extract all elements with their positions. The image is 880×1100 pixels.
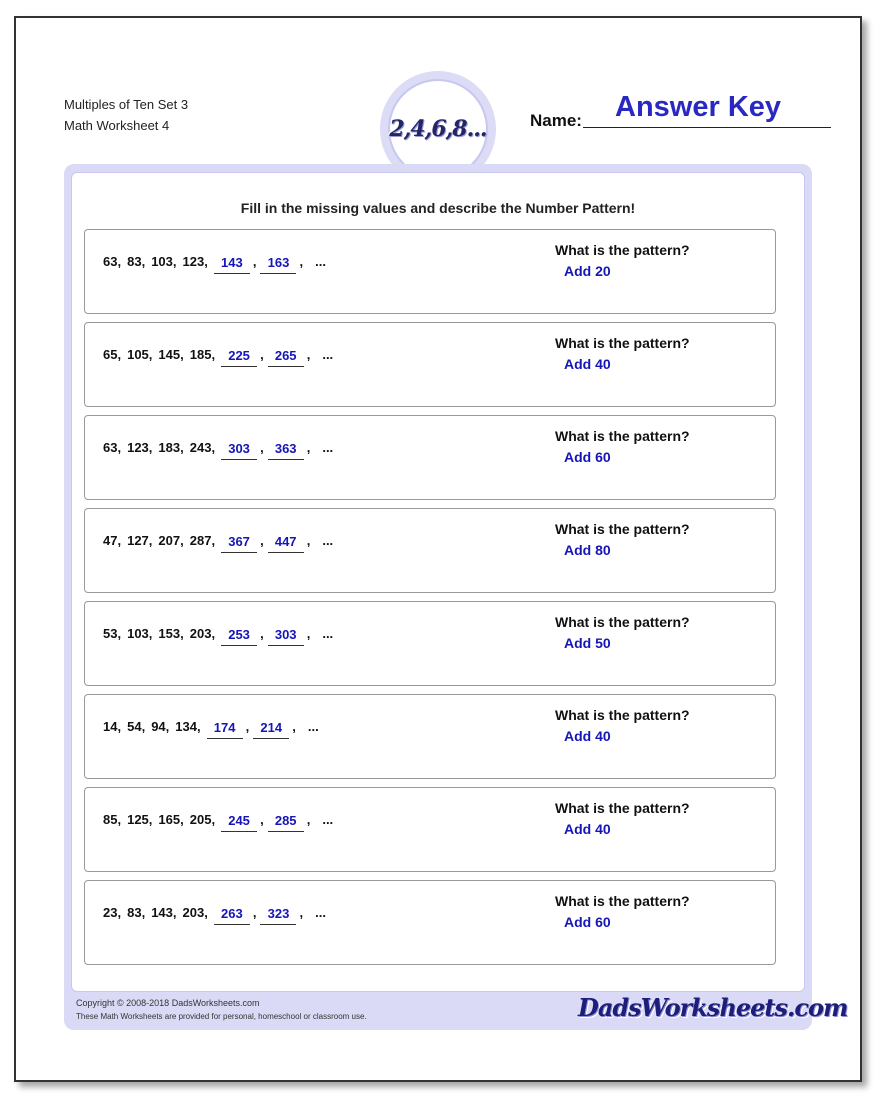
sequence-term: 53 [103,626,118,641]
sequence-comma: , [148,533,153,548]
sequence-comma: , [117,533,122,548]
sequence-comma: , [299,254,304,269]
sequence-comma: , [211,440,216,455]
sequence-term: 145 [158,347,181,362]
sequence-term: 47 [103,533,118,548]
pattern-answer: Add 40 [564,728,611,744]
sequence-term: 103 [127,626,149,641]
sequence-term: 63 [103,254,118,269]
sequence-comma: , [211,533,216,548]
sequence-term: 143 [151,905,173,920]
sequence-ellipsis: ... [315,254,326,269]
answer-blank: 323 [260,906,296,925]
sequence-term: 65 [103,347,118,362]
sequence-comma: , [141,254,146,269]
sequence-comma: , [306,347,311,362]
sequence-comma: , [306,533,311,548]
sequence-comma: , [180,533,184,548]
sequence-comma: , [211,347,216,362]
sequence-comma: , [260,440,264,455]
sequence-term: 105 [127,347,149,362]
sequence-comma: , [180,347,184,362]
answer-blank: 143 [214,255,250,274]
sequence-comma: , [252,905,257,920]
pattern-question: What is the pattern? [555,800,690,816]
answer-blank: 253 [221,627,257,646]
sequence-term: 14 [103,719,118,734]
problem-box [84,787,776,872]
sequence-ellipsis: ... [322,812,334,827]
sequence-term: 185 [189,347,212,362]
sequence-comma: , [306,812,311,827]
sequence-comma: , [299,905,304,920]
sequence-term: 23 [103,905,118,920]
worksheet-subtitle: Math Worksheet 4 [64,118,170,133]
name-label: Name: [530,111,582,130]
sequence-term: 207 [158,533,181,548]
sequence-comma: , [245,719,250,734]
sequence-comma: , [196,719,201,734]
answer-blank: 265 [268,348,304,367]
pattern-answer: Add 40 [564,821,611,837]
pattern-answer: Add 80 [564,542,611,558]
number-sequence [103,347,333,362]
sequence-comma: , [180,626,184,641]
answer-blank: 285 [268,813,304,832]
worksheet-title: Multiples of Ten Set 3 [64,97,189,112]
answer-blank: 367 [221,534,257,553]
sequence-term: 63 [103,440,118,455]
problem-box [84,415,776,500]
sequence-term: 134 [175,719,197,734]
answer-blank: 225 [221,348,257,367]
pattern-question: What is the pattern? [555,521,690,537]
answer-blank: 174 [207,720,243,739]
sequence-comma: , [260,626,264,641]
sequence-ellipsis: ... [307,719,319,734]
sequence-term: 123 [127,440,149,455]
answer-blank: 263 [214,906,250,925]
pattern-question: What is the pattern? [555,614,690,630]
pattern-question: What is the pattern? [555,335,690,351]
footer-note: These Math Worksheets are provided for personal, homeschool or classroom use. [76,1012,367,1021]
problem-box [84,322,776,407]
pattern-question: What is the pattern? [555,428,690,444]
sequence-comma: , [165,719,170,734]
sequence-comma: , [172,254,177,269]
sequence-comma: , [260,347,264,362]
sequence-comma: , [180,812,184,827]
sequence-ellipsis: ... [322,626,334,641]
instructions: Fill in the missing values and describe the Number Pattern! [240,200,636,216]
sequence-comma: , [141,905,146,920]
number-sequence [103,254,326,269]
answer-blank: 214 [253,720,289,739]
sequence-comma: , [117,812,122,827]
sequence-comma: , [117,347,122,362]
answer-blank: 363 [268,441,304,460]
sequence-comma: , [292,719,296,734]
pattern-answer: Add 40 [564,356,611,372]
sequence-comma: , [172,905,177,920]
sequence-term: 183 [158,440,181,455]
pattern-question: What is the pattern? [555,707,690,723]
footer-copyright: Copyright © 2008-2018 DadsWorksheets.com [76,998,260,1008]
sequence-term: 103 [151,254,173,269]
problem-box [84,694,776,779]
sequence-comma: , [117,719,122,734]
problem-box [84,229,776,314]
answer-blank: 163 [260,255,296,274]
number-sequence [103,719,319,734]
sequence-comma: , [211,812,216,827]
answer-blank: 303 [268,627,304,646]
sequence-comma: , [148,347,153,362]
sequence-term: 287 [189,533,212,548]
number-sequence [103,905,326,920]
problem-box [84,601,776,686]
sequence-comma: , [117,626,122,641]
sequence-ellipsis: ... [315,905,326,920]
sequence-comma: , [148,626,153,641]
sequence-term: 127 [127,533,149,548]
sequence-comma: , [306,626,311,641]
problem-box [84,880,776,965]
pattern-answer: Add 60 [564,449,611,465]
sequence-comma: , [252,254,257,269]
sequence-comma: , [260,812,264,827]
sequence-term: 83 [127,905,142,920]
sequence-term: 94 [151,719,166,734]
sequence-comma: , [117,440,122,455]
name-line [583,127,831,128]
pattern-answer: Add 60 [564,914,611,930]
sequence-ellipsis: ... [322,440,334,455]
sequence-term: 205 [189,812,212,827]
sequence-comma: , [117,905,122,920]
pattern-answer: Add 50 [564,635,611,651]
sequence-term: 83 [127,254,142,269]
sequence-comma: , [306,440,311,455]
pattern-answer: Add 20 [564,263,611,279]
sequence-term: 203 [189,626,212,641]
sequence-term: 54 [127,719,142,734]
sequence-term: 203 [182,905,205,920]
answer-blank: 245 [221,813,257,832]
sequence-ellipsis: ... [322,533,334,548]
number-sequence [103,812,333,827]
sequence-term: 85 [103,812,118,827]
sequence-comma: , [117,254,122,269]
answer-key-title: Answer Key [615,91,782,123]
answer-blank: 303 [221,441,257,460]
sequence-term: 125 [127,812,149,827]
pattern-question: What is the pattern? [555,893,690,909]
footer-logo: DadsWorksheets.com [578,993,848,1022]
sequence-comma: , [148,812,153,827]
sequence-comma: , [260,533,264,548]
sequence-ellipsis: ... [322,347,334,362]
sequence-comma: , [211,626,216,641]
sequence-comma: , [204,905,208,920]
pattern-question: What is the pattern? [555,242,690,258]
sequence-term: 165 [158,812,181,827]
number-sequence [103,533,333,548]
problem-box [84,508,776,593]
sequence-term: 243 [189,440,212,455]
number-sequence [103,440,333,455]
sequence-comma: , [204,254,208,269]
answer-blank: 447 [268,534,304,553]
sequence-term: 123 [182,254,205,269]
number-sequence [103,626,333,641]
sequence-comma: , [180,440,184,455]
sequence-comma: , [148,440,153,455]
emblem-text: 2,4,6,8... [389,116,487,142]
sequence-term: 153 [158,626,181,641]
sequence-comma: , [141,719,146,734]
